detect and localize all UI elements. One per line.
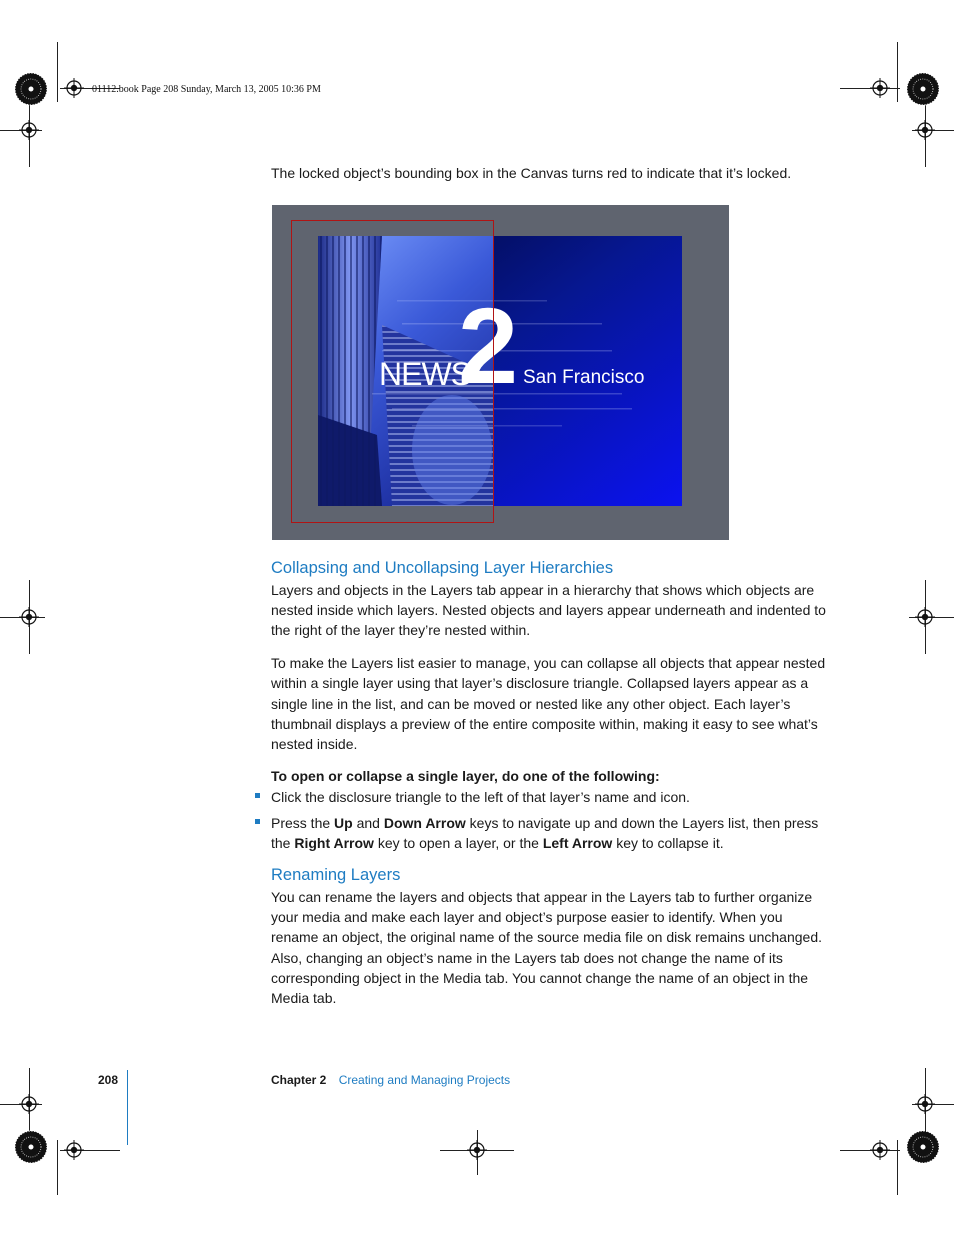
registration-starburst-icon (907, 1131, 939, 1163)
news-title: NEWS (379, 356, 471, 392)
key-left-arrow: Left Arrow (542, 835, 613, 852)
bullet-item-1: Click the disclosure triangle to the left of that layer’s name and icon. (271, 787, 831, 807)
bullet-square-icon (255, 793, 260, 798)
section2-paragraph-1: You can rename the layers and objects that appear in the Layers tab to further organize your media and make each layer and object’s purpose easier to identify. When you rename an object, the original name of the source media file on disk remains unchanged. Also, changing an object’s name in the Layers tab does not change the name of its corresponding object in the Media tab. You cannot change the name of an object in the Media tab. (271, 889, 822, 1007)
registration-target-icon (19, 1094, 39, 1114)
registration-starburst-icon (15, 73, 47, 105)
section-heading-collapsing: Collapsing and Uncollapsing Layer Hierarchies (271, 559, 614, 577)
registration-target-icon (19, 607, 39, 627)
registration-target-icon (19, 120, 39, 140)
key-right-arrow: Right Arrow (294, 835, 374, 852)
intro-text: The locked object’s bounding box in the Canvas turns red to indicate that it’s locked. (271, 165, 792, 181)
bullet-square-icon (255, 819, 260, 824)
registration-starburst-icon (15, 1131, 47, 1163)
section1-paragraph-2: To make the Layers list easier to manage, you can collapse all objects that appear nested within a single layer using that layer’s disclosure triangle. Collapsed layers appear as a single line in the list, and can be moved or nested like any other object. Each layer’s thumbnail displays a preview of the entire composite within, making it easy to see what’s nested inside. (271, 655, 826, 752)
canvas-image (272, 205, 729, 540)
registration-target-icon (870, 1140, 890, 1160)
page-number: 208 (98, 1073, 119, 1087)
task-heading: To open or collapse a single layer, do one of the following: (271, 767, 660, 784)
registration-starburst-icon (907, 73, 939, 105)
registration-target-icon (467, 1140, 487, 1160)
footer-rule (127, 1070, 128, 1145)
section1-paragraph-1: Layers and objects in the Layers tab appear in a hierarchy that shows which objects are nested inside which layers. Nested objects and layers appear underneath and indented to the right of the layer they’re nested within. (271, 582, 826, 639)
news-city: San Francisco (523, 367, 645, 388)
news-number: 2 (458, 285, 519, 406)
section1-body (271, 580, 831, 853)
chapter-label: Chapter 2 (271, 1073, 327, 1087)
registration-target-icon (915, 607, 935, 627)
bullet-item-2: Press the Up and Down Arrow keys to navigate up and down the Layers list, then press the Right Arrow key to open a layer, or the Left Arrow key to collapse it. (271, 813, 831, 853)
canvas-figure (272, 205, 729, 540)
section2-body (271, 887, 829, 1008)
registration-target-icon (915, 1094, 935, 1114)
registration-target-icon (64, 1140, 84, 1160)
registration-target-icon (64, 78, 84, 98)
key-up: Up (334, 815, 353, 832)
registration-target-icon (870, 78, 890, 98)
print-slug: 01112.book Page 208 Sunday, March 13, 2005 10:36 PM (92, 84, 321, 95)
registration-target-icon (915, 120, 935, 140)
section-heading-renaming: Renaming Layers (271, 866, 401, 884)
footer-chapter (271, 1073, 510, 1087)
chapter-title: Creating and Managing Projects (338, 1073, 511, 1087)
key-down-arrow: Down Arrow (383, 815, 466, 832)
